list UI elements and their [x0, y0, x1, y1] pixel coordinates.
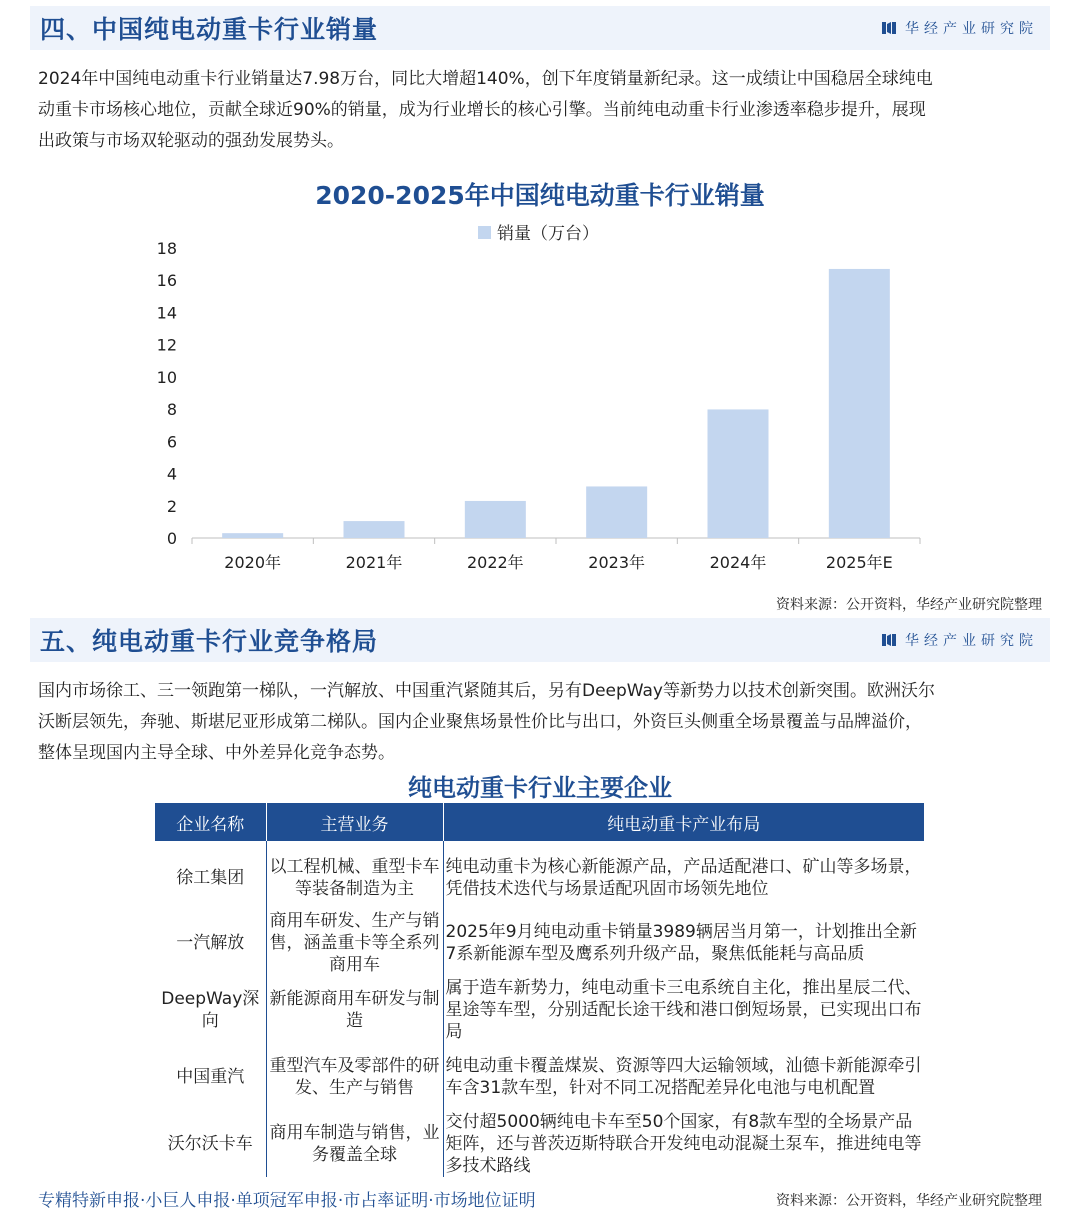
footer-link[interactable]: 市场地位证明: [433, 1191, 536, 1211]
section-title: 五、纯电动重卡行业竞争格局: [40, 627, 379, 656]
cell-layout: 2025年9月纯电动重卡销量3989辆居当月第一，计划推出全新7系新能源车型及鹰系列升级产品，聚焦低能耗与高品质: [445, 921, 917, 964]
y-tick-label: 4: [166, 464, 177, 484]
legend-swatch: [478, 226, 491, 239]
x-tick-label: 2020年: [224, 553, 282, 572]
y-tick-label: 0: [166, 529, 177, 548]
footer-link[interactable]: 专精特新申报: [38, 1191, 140, 1211]
header-layout: 纯电动重卡产业布局: [443, 803, 924, 841]
paragraph-line: 出政策与市场双轮驱动的强劲发展势头。: [38, 131, 344, 151]
table-row: [155, 976, 924, 1043]
paragraph-line: 动重卡市场核心地位，贡献全球近90%的销量，成为行业增长的核心引擎。当前纯电动重卡行业渗透率稳步提升，展现: [38, 100, 926, 120]
competition-paragraph: [38, 676, 1048, 769]
footer-links: 专精特新申报·小巨人申报·单项冠军申报·市占率证明·市场地位证明: [38, 1191, 536, 1211]
bar: [222, 533, 283, 538]
paragraph-line: 2024年中国纯电动重卡行业销量达7.98万台，同比大增超140%，创下年度销量新纪录。这一成绩让中国稳居全球纯电: [38, 69, 933, 89]
cell-layout: 交付超5000辆纯电卡车至50个国家，有8款车型的全场景产品矩阵，还与普茨迈斯特联合开发纯电动混凝土泵车，推进纯电等多技术路线: [445, 1111, 922, 1176]
table-row: [155, 841, 924, 909]
brand-logo: [881, 630, 1038, 650]
cell-business: 商用车制造与销售，业务覆盖全球: [266, 1110, 443, 1177]
cell-company: DeepWay深向: [155, 976, 266, 1043]
x-tick-label: 2022年: [466, 553, 524, 572]
bar: [708, 409, 769, 538]
x-tick-label: 2021年: [345, 553, 403, 572]
cell-company: 中国重汽: [155, 1043, 266, 1110]
footer-link[interactable]: 单项冠军申报: [235, 1191, 338, 1211]
source-note: 资料来源：公开资料，华经产业研究院整理: [776, 1193, 1042, 1209]
table-row: [155, 1043, 924, 1110]
y-tick-label: 2: [166, 496, 177, 516]
y-tick-label: 14: [156, 303, 177, 323]
cell-business: 重型汽车及零部件的研发、生产与销售: [266, 1043, 443, 1110]
y-tick-label: 8: [166, 400, 177, 420]
section-header-competition: [30, 618, 1050, 662]
x-tick-label: 2023年: [588, 553, 646, 572]
paragraph-line: 整体呈现国内主导全球、中外差异化竞争态势。: [38, 743, 395, 763]
paragraph-line: 国内市场徐工、三一领跑第一梯队，一汽解放、中国重汽紧随其后，另有DeepWay等新势力以技术创新突围。欧洲沃尔: [38, 681, 935, 701]
y-tick-label: 12: [156, 335, 177, 355]
source-note: 资料来源：公开资料，华经产业研究院整理: [776, 597, 1042, 613]
brand-icon: [881, 632, 897, 648]
cell-business: 商用车研发、生产与销售，涵盖重卡等全系列商用车: [266, 909, 443, 976]
table-row: [155, 909, 924, 976]
y-tick-label: 18: [156, 239, 177, 258]
x-tick-label: 2025年E: [825, 553, 893, 572]
section-title: 四、中国纯电动重卡行业销量: [40, 15, 379, 44]
y-tick-label: 16: [156, 271, 177, 291]
bar: [465, 501, 526, 538]
table-title: 纯电动重卡行业主要企业: [408, 774, 672, 802]
cell-layout: 纯电动重卡为核心新能源产品，产品适配港口、矿山等多场景，凭借技术迭代与场景适配巩固市场领先地位: [445, 857, 922, 899]
y-tick-label: 6: [166, 432, 177, 452]
footer-link[interactable]: 小巨人申报: [145, 1191, 231, 1211]
brand-name: 华经产业研究院: [905, 633, 1038, 649]
header-business: 主营业务: [266, 803, 443, 841]
cell-business: 以工程机械、重型卡车等装备制造为主: [266, 841, 443, 909]
footer-link[interactable]: 市占率证明: [343, 1191, 429, 1211]
companies-table: [155, 803, 924, 1177]
chart-title: 2020-2025年中国纯电动重卡行业销量: [315, 181, 765, 210]
legend-label: 销量（万台）: [497, 224, 599, 244]
y-tick-label: 10: [156, 367, 177, 387]
cell-business: 新能源商用车研发与制造: [266, 976, 443, 1043]
sales-bar-chart: [0, 0, 1080, 600]
cell-company: 沃尔沃卡车: [155, 1110, 266, 1177]
cell-company: 一汽解放: [155, 909, 266, 976]
table-row: [155, 1110, 924, 1177]
cell-company: 徐工集团: [155, 841, 266, 909]
bar: [344, 521, 405, 538]
cell-layout: 属于造车新势力，纯电动重卡三电系统自主化，推出星辰二代、星途等车型，分别适配长途干线和港口倒短场景，已实现出口布局: [445, 977, 922, 1042]
bar: [586, 486, 647, 538]
cell-layout: 纯电动重卡覆盖煤炭、资源等四大运输领域，汕德卡新能源牵引车含31款车型，针对不同工况搭配差异化电池与电机配置: [445, 1055, 922, 1098]
paragraph-line: 沃断层领先，奔驰、斯堪尼亚形成第二梯队。国内企业聚焦场景性价比与出口，外资巨头侧重全场景覆盖与品牌溢价，: [38, 712, 922, 732]
x-tick-label: 2024年: [709, 553, 767, 572]
table-header-row: [155, 803, 924, 841]
brand-name: 华经产业研究院: [905, 21, 1038, 37]
bar: [829, 269, 890, 538]
header-company: 企业名称: [155, 803, 266, 841]
